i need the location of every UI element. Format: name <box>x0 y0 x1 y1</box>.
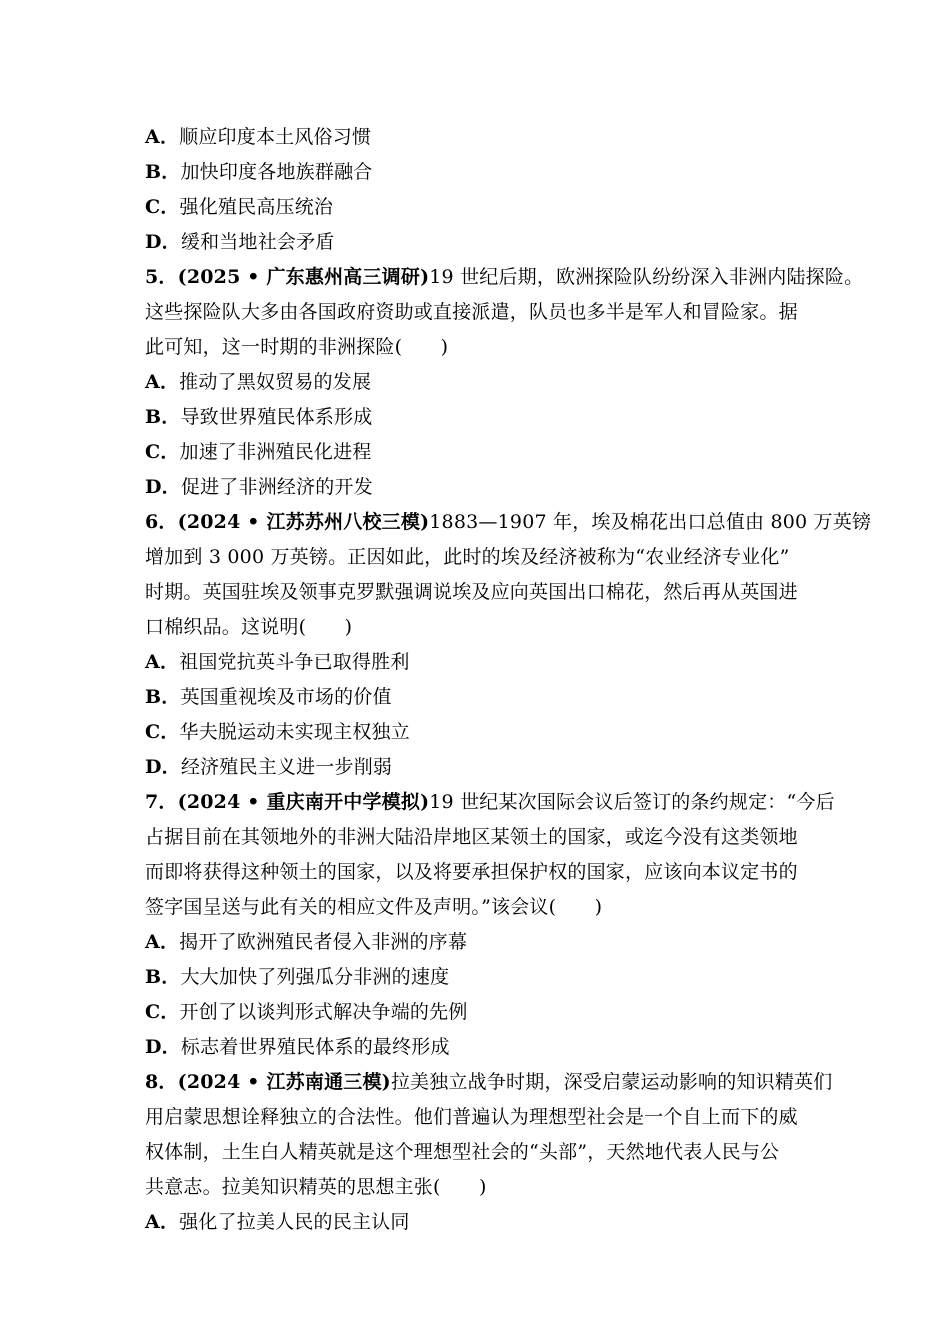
q6-option-b <box>145 680 825 715</box>
question-text: 19 世纪后期，欧洲探险队纷纷深入非洲内陆探险。 <box>429 266 864 288</box>
option-text: 加速了非洲殖民化进程 <box>179 441 372 463</box>
option-text: 祖国党抗英斗争已取得胜利 <box>179 651 410 673</box>
option-text: 推动了黑奴贸易的发展 <box>179 371 372 393</box>
q8-option-a <box>145 1205 825 1240</box>
option-letter: A． <box>145 126 180 148</box>
option-letter: D． <box>145 756 181 778</box>
q8-stem-line-1 <box>145 1065 833 1100</box>
q6-option-a <box>145 645 825 680</box>
question-number: 7． <box>145 791 178 813</box>
q7-stem-line-3: 而即将获得这种领土的国家，以及将要承担保护权的国家，应该向本议定书的 <box>145 861 798 883</box>
option-text: 标志着世界殖民体系的最终形成 <box>180 1036 450 1058</box>
question-source: (2024 • 重庆南开中学模拟) <box>177 791 430 813</box>
q4-option-d <box>145 225 825 260</box>
option-letter: D． <box>145 476 181 498</box>
q7-option-a <box>145 925 825 960</box>
question-source: (2024 • 江苏南通三模) <box>177 1071 391 1093</box>
q6-option-c <box>145 715 825 750</box>
q7-stem-line-1 <box>145 785 835 820</box>
question-source: (2025 • 广东惠州高三调研) <box>177 266 430 288</box>
q4-option-b <box>145 155 825 190</box>
question-text: 1883—1907 年，埃及棉花出口总值由 800 万英镑 <box>429 511 872 533</box>
option-text: 英国重视埃及市场的价值 <box>180 686 392 708</box>
question-number: 8． <box>145 1071 178 1093</box>
option-letter: B． <box>145 966 181 988</box>
option-text: 缓和当地社会矛盾 <box>180 231 335 253</box>
option-text: 大大加快了列强瓜分非洲的速度 <box>180 966 450 988</box>
option-letter: D． <box>145 1036 181 1058</box>
option-text: 揭开了欧洲殖民者侵入非洲的序幕 <box>179 931 468 953</box>
question-source: (2024 • 江苏苏州八校三模) <box>177 511 430 533</box>
option-text: 顺应印度本土风俗习惯 <box>179 126 372 148</box>
option-letter: C． <box>145 441 180 463</box>
option-text: 经济殖民主义进一步削弱 <box>180 756 393 778</box>
option-text: 促进了非洲经济的开发 <box>180 476 373 498</box>
option-text: 开创了以谈判形式解决争端的先例 <box>179 1001 468 1023</box>
q7-stem-line-4: 签字国呈送与此有关的相应文件及声明。”该会议( ) <box>145 896 603 918</box>
q5-option-d <box>145 470 825 505</box>
option-text: 强化了拉美人民的民主认同 <box>179 1211 410 1233</box>
option-letter: A． <box>145 651 180 673</box>
q7-stem-line-2: 占据目前在其领地外的非洲大陆沿岸地区某领土的国家，或迄今没有这类领地 <box>145 826 798 848</box>
q8-stem-line-3: 权体制，土生白人精英就是这个理想型社会的“头部”，天然地代表人民与公 <box>145 1141 780 1163</box>
option-text: 导致世界殖民体系形成 <box>180 406 373 428</box>
q5-option-a <box>145 365 825 400</box>
option-letter: D． <box>145 231 181 253</box>
question-number: 5． <box>145 266 178 288</box>
q6-stem-line-2: 增加到 3 000 万英镑。正因如此，此时的埃及经济被称为“农业经济专业化” <box>145 546 790 568</box>
option-letter: B． <box>145 686 181 708</box>
option-text: 加快印度各地族群融合 <box>180 161 373 183</box>
question-number: 6． <box>145 511 178 533</box>
q5-option-b <box>145 400 825 435</box>
q8-stem-line-2: 用启蒙思想诠释独立的合法性。他们普遍认为理想型社会是一个自上而下的威 <box>145 1106 798 1128</box>
q6-stem-line-4: 口棉织品。这说明( ) <box>145 616 353 638</box>
q4-option-c <box>145 190 825 225</box>
q5-stem-line-2: 这些探险队大多由各国政府资助或直接派遣，队员也多半是军人和冒险家。据 <box>145 301 798 323</box>
q5-stem-line-3: 此可知，这一时期的非洲探险( ) <box>145 336 449 358</box>
q6-stem-line-1 <box>145 505 872 540</box>
question-text: 拉美独立战争时期，深受启蒙运动影响的知识精英们 <box>390 1071 833 1093</box>
question-text: 19 世纪某次国际会议后签订的条约规定：“今后 <box>429 791 835 813</box>
option-letter: B． <box>145 406 181 428</box>
option-letter: B． <box>145 161 181 183</box>
q8-stem-line-4: 共意志。拉美知识精英的思想主张( ) <box>145 1176 487 1198</box>
q6-option-d <box>145 750 825 785</box>
q4-option-a <box>145 120 825 155</box>
document-page <box>145 120 872 1240</box>
option-letter: A． <box>145 931 180 953</box>
option-letter: C． <box>145 196 180 218</box>
option-text: 强化殖民高压统治 <box>179 196 334 218</box>
option-letter: C． <box>145 1001 180 1023</box>
q7-option-d <box>145 1030 825 1065</box>
option-letter: A． <box>145 1211 180 1233</box>
q7-option-b <box>145 960 825 995</box>
q6-stem-line-3: 时期。英国驻埃及领事克罗默强调说埃及应向英国出口棉花，然后再从英国进 <box>145 581 798 603</box>
option-letter: C． <box>145 721 180 743</box>
q5-option-c <box>145 435 825 470</box>
q5-stem-line-1 <box>145 260 864 295</box>
q7-option-c <box>145 995 825 1030</box>
option-text: 华夫脱运动未实现主权独立 <box>179 721 410 743</box>
option-letter: A． <box>145 371 180 393</box>
